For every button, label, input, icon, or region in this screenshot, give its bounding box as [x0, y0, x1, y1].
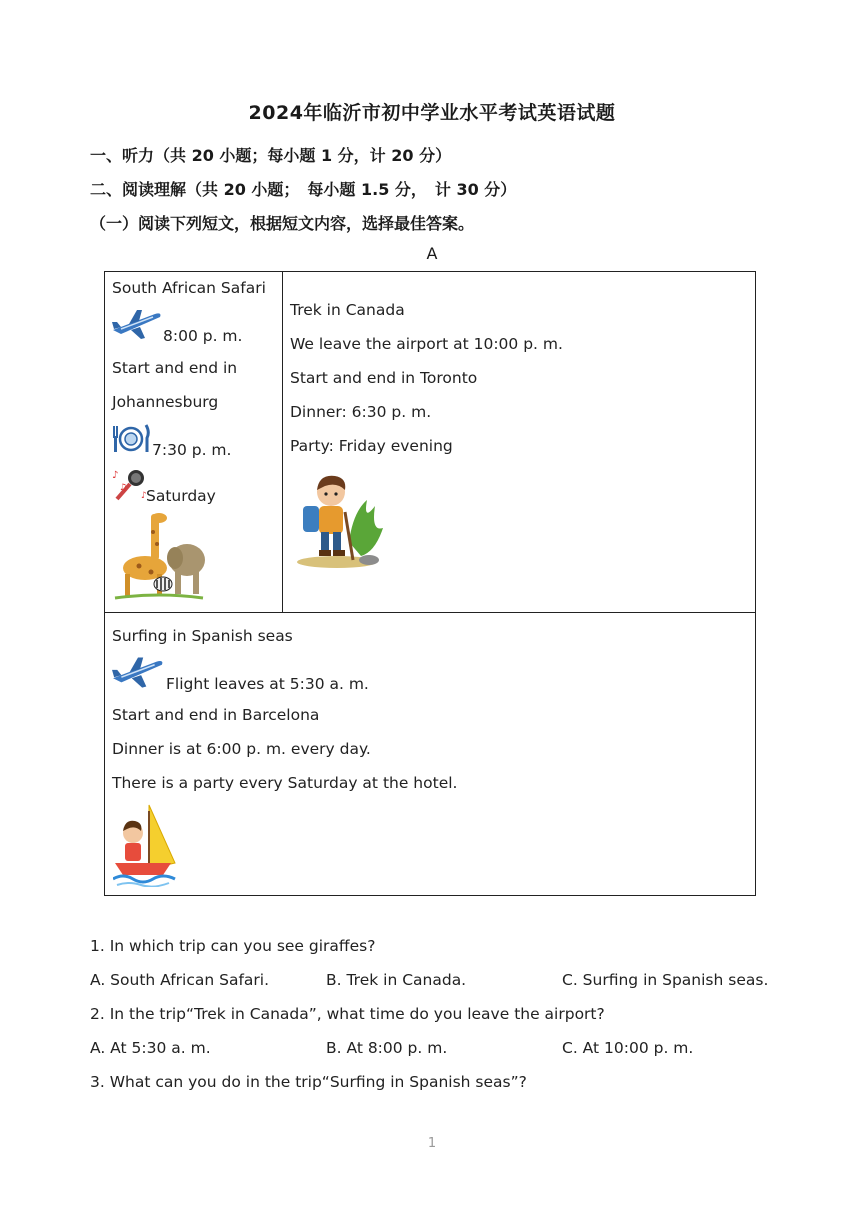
surfing-flight: Flight leaves at 5:30 a. m.: [166, 675, 369, 693]
surfing-dinner: Dinner is at 6:00 p. m. every day.: [112, 740, 371, 758]
question-2-option-c: C. At 10:00 p. m.: [562, 1039, 694, 1057]
question-1-option-b: B. Trek in Canada.: [326, 971, 467, 989]
surfing-title: Surfing in Spanish seas: [112, 627, 293, 645]
hiker-icon: [291, 472, 387, 570]
section-reading: 二、阅读理解（共 20 小题； 每小题 1.5 分， 计 30 分）: [90, 180, 517, 199]
party-icon: [111, 468, 147, 502]
question-1: 1. In which trip can you see giraffes?: [90, 937, 376, 955]
canada-cell: [283, 272, 755, 612]
sailboat-icon: [113, 803, 177, 887]
svg-text:♫: ♫: [119, 483, 128, 493]
question-3: 3. What can you do in the trip“Surfing in Spanish seas”?: [90, 1073, 527, 1091]
reading-instructions: （一）阅读下列短文，根据短文内容，选择最佳答案。: [90, 214, 475, 233]
canada-dinner: Dinner: 6:30 p. m.: [290, 403, 432, 421]
surfing-cell: [105, 613, 755, 895]
question-2-option-a: A. At 5:30 a. m.: [90, 1039, 211, 1057]
canada-start: Start and end in Toronto: [290, 369, 478, 387]
airplane-icon: [111, 655, 165, 689]
page-number: 1: [427, 1136, 437, 1151]
svg-text:♪: ♪: [112, 470, 119, 481]
canada-party: Party: Friday evening: [290, 437, 453, 455]
surfing-start: Start and end in Barcelona: [112, 706, 320, 724]
safari-start-line1: Start and end in: [112, 359, 238, 377]
question-2: 2. In the trip“Trek in Canada”, what time do you leave the airport?: [90, 1005, 605, 1023]
svg-text:♪: ♪: [141, 491, 147, 501]
trips-table: [104, 271, 756, 896]
passage-label: A: [426, 244, 438, 263]
safari-cell: [105, 272, 282, 612]
safari-dinner-time: 7:30 p. m.: [152, 441, 232, 459]
question-2-option-b: B. At 8:00 p. m.: [326, 1039, 448, 1057]
canada-title: Trek in Canada: [290, 301, 405, 319]
airplane-icon: [111, 308, 163, 340]
safari-title: South African Safari: [112, 279, 266, 297]
safari-start-line2: Johannesburg: [112, 393, 219, 411]
dinner-plate-icon: [111, 422, 151, 456]
document-title: 2024年临沂市初中学业水平考试英语试题: [248, 102, 616, 124]
safari-party-day: Saturday: [146, 487, 216, 505]
question-1-option-a: A. South African Safari.: [90, 971, 270, 989]
canada-airport: We leave the airport at 10:00 p. m.: [290, 335, 563, 353]
safari-flight-time: 8:00 p. m.: [163, 327, 243, 345]
section-listening: 一、听力（共 20 小题；每小题 1 分，计 20 分）: [90, 146, 452, 165]
surfing-party: There is a party every Saturday at the hotel.: [112, 774, 458, 792]
question-1-option-c: C. Surfing in Spanish seas.: [562, 971, 769, 989]
safari-animals-icon: [111, 512, 207, 600]
